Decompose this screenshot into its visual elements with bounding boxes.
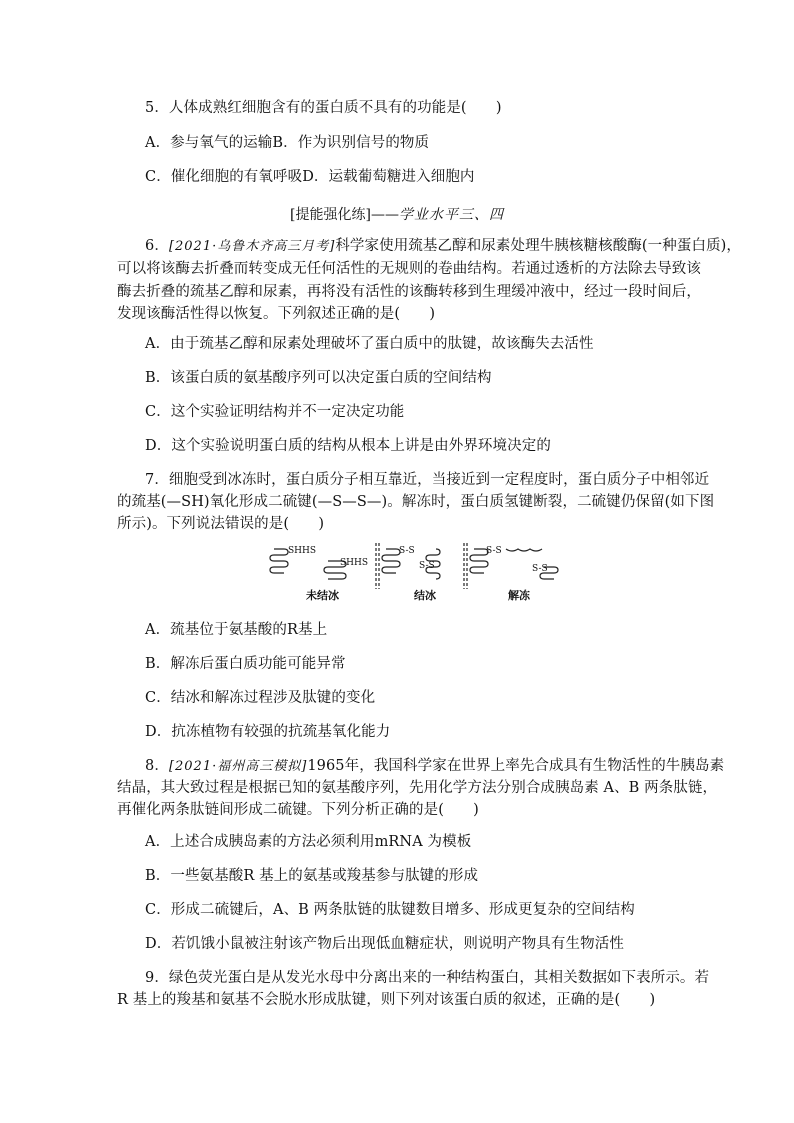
q7-option-c: C．结冰和解冻过程涉及肽键的变化 — [145, 690, 376, 706]
q8-source: [2021·福州高三模拟] — [168, 759, 308, 774]
q7-line-2: 的巯基(—SH)氧化形成二硫键(—S—S—)。解冻时，蛋白质氢键断裂，二硫键仍保留(如下图 — [117, 494, 715, 510]
q8-text-1: 1965年，我国科学家在世界上率先合成具有生物活性的牛胰岛素 — [307, 758, 725, 774]
q6-option-c: C．这个实验证明结构并不一定决定功能 — [145, 404, 405, 420]
q6-source: [2021·乌鲁木齐高三月考] — [168, 239, 336, 254]
fig1-shhs-label: SHHS — [288, 546, 317, 556]
q8-option-d: D．若饥饿小鼠被注射该产物后出现低血糖症状，则说明产物具有生物活性 — [145, 936, 624, 952]
q9-line-1: 9．绿色荧光蛋白是从发光水母中分离出来的一种结构蛋白，其相关数据如下表所示。若 — [145, 970, 710, 986]
q6-line-4: 发现该酶活性得以恢复。下列叙述正确的是( ) — [117, 306, 436, 322]
fig-label-frozen: 结冰 — [414, 589, 436, 601]
q5-option-ab: A．参与氧气的运输B．作为识别信号的物质 — [145, 135, 430, 151]
q7-option-a: A．巯基位于氨基酸的R基上 — [145, 622, 328, 638]
fig3-ss-label: S-S — [486, 546, 502, 556]
q6-line-3: 酶去折叠的巯基乙醇和尿素，再将没有活性的该酶转移到生理缓冲液中，经过一段时间后， — [117, 284, 701, 300]
fig1-shhs-label-2: SHHS — [340, 558, 369, 568]
q8-line-1 — [145, 754, 724, 775]
q8-number: 8． — [145, 758, 169, 774]
q8-line-3: 再催化两条肽链间形成二硫键。下列分析正确的是( ) — [117, 802, 479, 818]
q6-option-d: D．这个实验说明蛋白质的结构从根本上讲是由外界环境决定的 — [145, 438, 551, 454]
fig3-ss-label-2: S-S — [532, 564, 548, 574]
q8-option-b: B．一些氨基酸R 基上的氨基或羧基参与肽键的形成 — [145, 868, 479, 884]
section-subtitle: 学业水平三、四 — [398, 207, 504, 223]
protein-freeze-figure — [268, 541, 568, 601]
q6-number: 6． — [145, 238, 169, 254]
q5-option-cd: C．催化细胞的有氧呼吸D．运载葡萄糖进入细胞内 — [145, 169, 475, 185]
fig2-chain-left — [382, 549, 400, 573]
fig3-chain-unfolded — [506, 549, 542, 551]
figure-svg — [268, 541, 568, 601]
fig-label-unfrozen: 未结冰 — [306, 589, 339, 601]
fig-label-thawed: 解冻 — [508, 589, 530, 601]
q7-option-d: D．抗冻植物有较强的抗巯基氧化能力 — [145, 724, 391, 740]
q5-stem: 5．人体成熟红细胞含有的蛋白质不具有的功能是( ) — [145, 100, 502, 116]
q7-line-1: 7．细胞受到冰冻时，蛋白质分子相互靠近，当接近到一定程度时，蛋白质分子中相邻近 — [145, 472, 710, 488]
q8-option-c: C．形成二硫键后，A、B 两条肽链的肽键数目增多、形成更复杂的空间结构 — [145, 902, 635, 918]
q8-line-2: 结晶，其大致过程是根据已知的氨基酸序列，先用化学方法分别合成胰岛素 A、B 两条肽链， — [117, 780, 718, 796]
q7-option-b: B．解冻后蛋白质功能可能异常 — [145, 656, 346, 672]
q6-text-1: 科学家使用巯基乙醇和尿素处理牛胰核糖核酸酶(一种蛋白质)， — [335, 238, 742, 254]
q9-line-2: R 基上的羧基和氨基不会脱水形成肽键，则下列对该蛋白质的叙述，正确的是( ) — [117, 992, 656, 1008]
section-title: [提能强化练]—— — [290, 207, 399, 223]
fig2-ss-label-2: S-S — [419, 561, 435, 571]
q6-option-b: B．该蛋白质的氨基酸序列可以决定蛋白质的空间结构 — [145, 370, 492, 386]
fig2-ss-label: S-S — [399, 546, 415, 556]
q7-line-3: 所示)。下列说法错误的是( ) — [117, 516, 325, 532]
q6-line-1 — [145, 234, 741, 255]
q6-line-2: 可以将该酶去折叠而转变成无任何活性的无规则的卷曲结构。若通过透析的方法除去导致该 — [117, 261, 701, 277]
section-header — [0, 204, 794, 224]
q8-option-a: A．上述合成胰岛素的方法必须利用mRNA 为模板 — [145, 834, 472, 850]
q6-option-a: A．由于巯基乙醇和尿素处理破坏了蛋白质中的肽键，故该酶失去活性 — [145, 336, 594, 352]
fig1-chain-left — [270, 549, 288, 573]
